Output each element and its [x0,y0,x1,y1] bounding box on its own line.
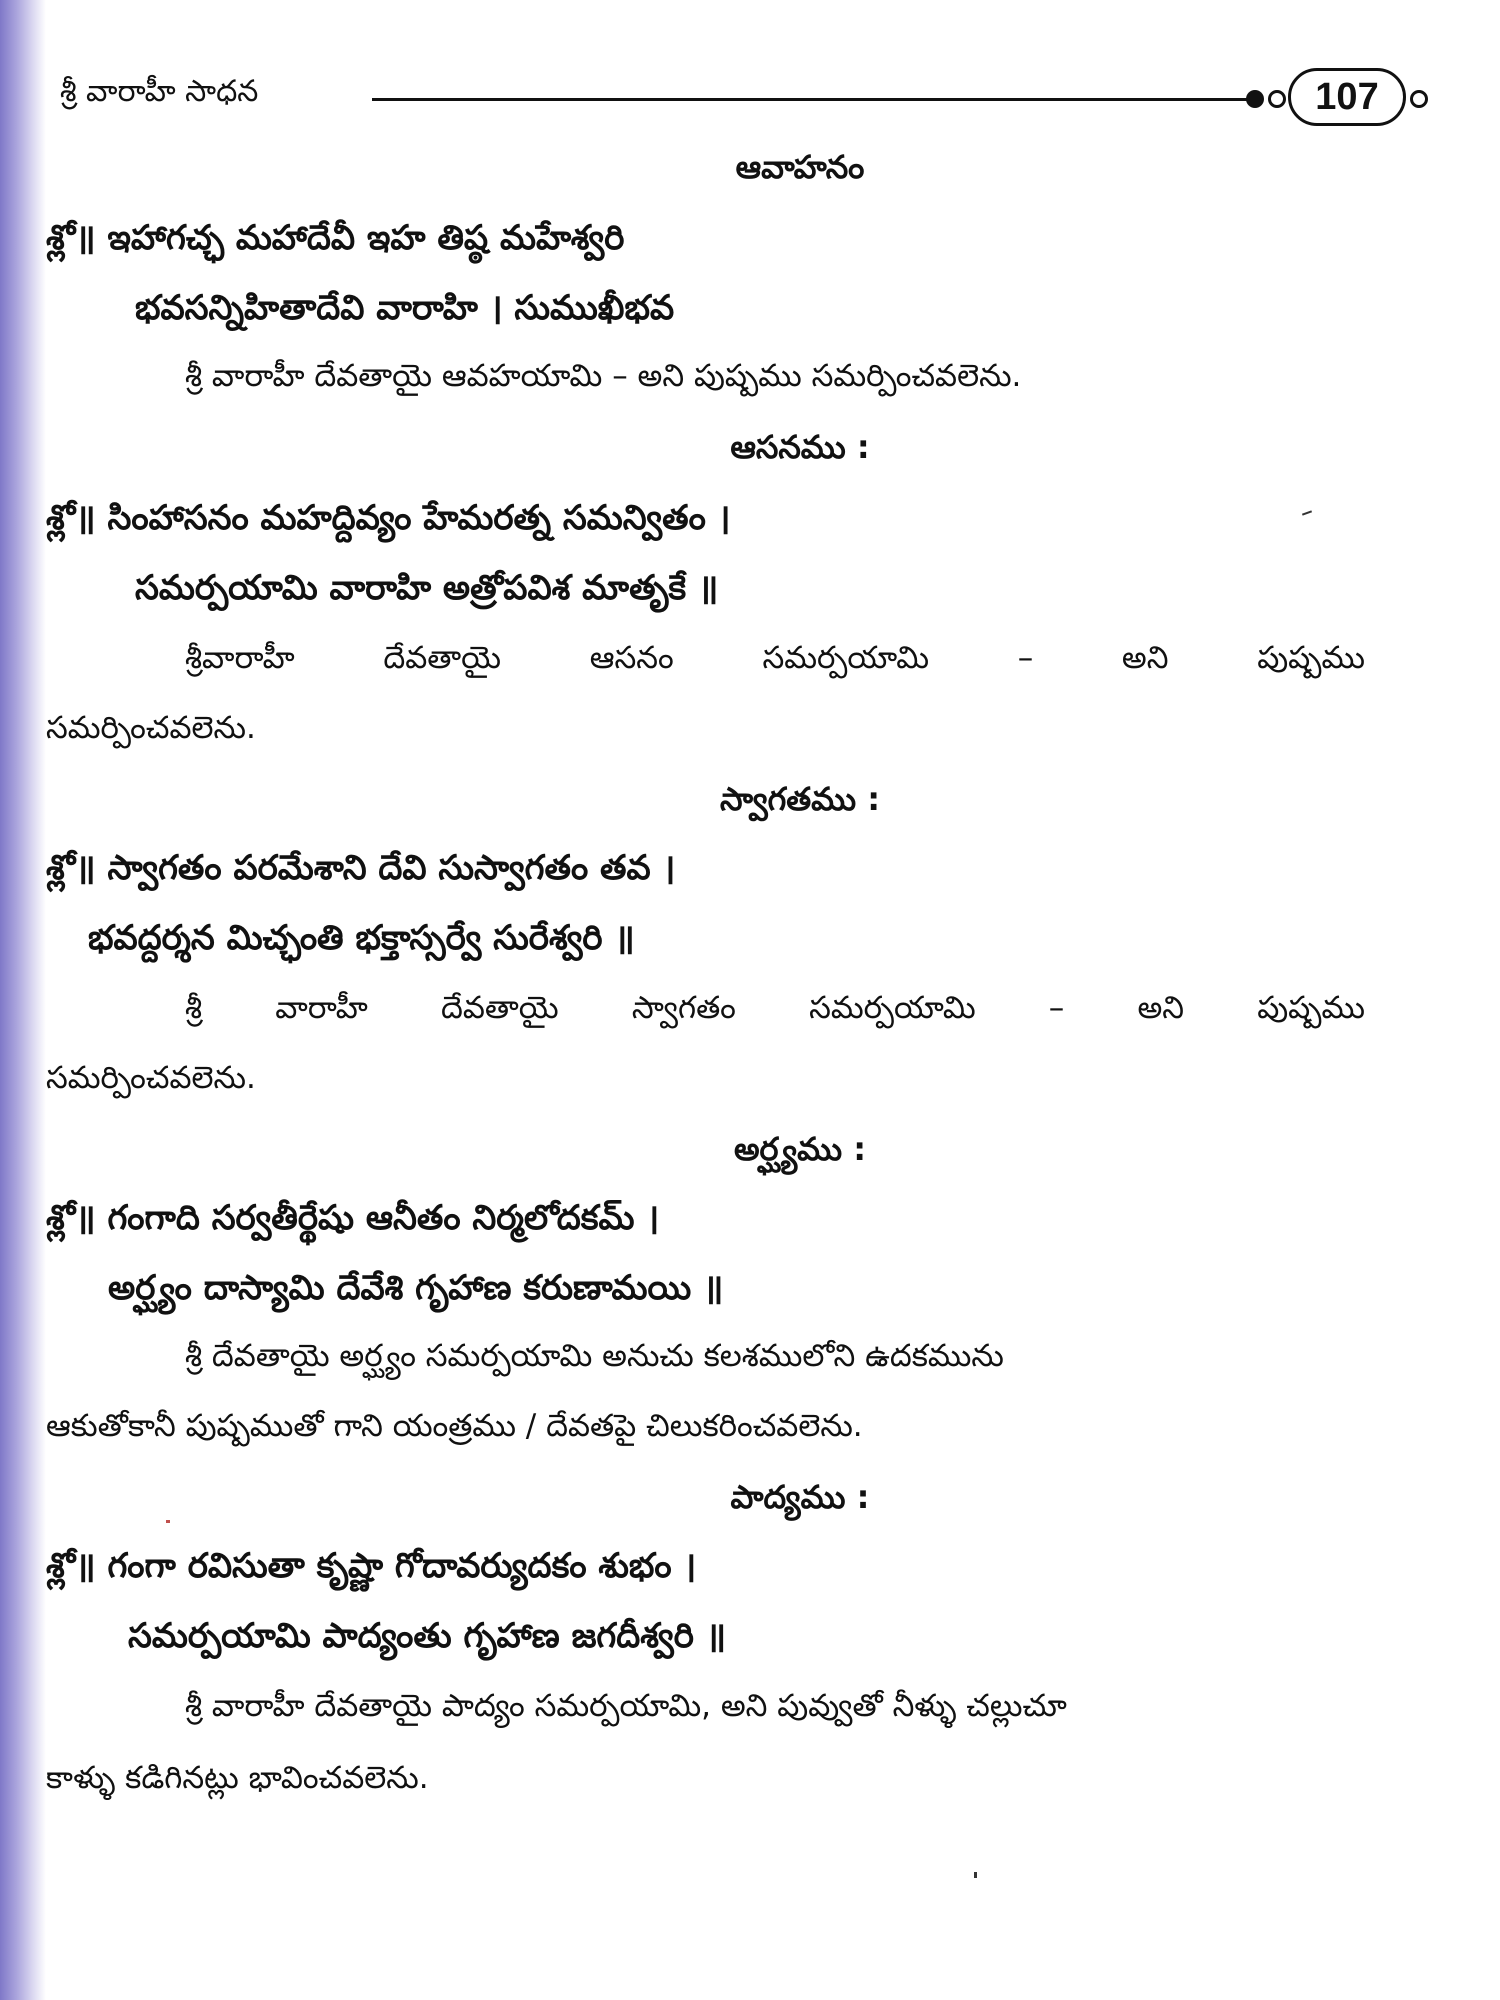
instruction-line: ఆకుతోకానీ పుష్పముతో గాని యంత్రము / దేవతపై చిలుకరించవలెను. [46,1408,863,1444]
verse-line: సమర్పయామి వారాహి అత్రోపవిశ మాతృకే ॥ [135,568,719,608]
instruction-line: సమర్పించవలెను. [46,1060,256,1096]
verse-line: శ్లో॥ గంగాది సర్వతీర్థేషు ఆనీతం నిర్మలోదకమ్ । [46,1198,660,1238]
instruction-line: శ్రీవారాహీ దేవతాయై ఆసనం సమర్పయామి – అని పుష్పము [185,640,1365,676]
instruction-line: శ్రీ వారాహీ దేవతాయై ఆవహయామి – అని పుష్పము సమర్పించవలెను. [185,358,1022,394]
verse-line: భవసన్నిహితాదేవి వారాహి । సుముఖీభవ [135,288,675,328]
page-number: 107 [1288,68,1406,126]
verse-line: సమర్పయామి పాద్యంతు గృహాణ జగదీశ్వరి ॥ [128,1616,727,1656]
instruction-line: కాళ్ళు కడిగినట్లు భావించవలెను. [46,1760,429,1796]
section-heading-avahanam: ఆవాహనం [735,148,865,186]
header-rule [372,98,1252,101]
print-speck [166,1520,170,1523]
section-heading-asanam: ఆసనము : [730,428,870,466]
running-title: శ్రీ వారాహీ సాధన [60,74,259,109]
instruction-line: శ్రీ వారాహీ దేవతాయై స్వాగతం సమర్పయామి – అని పుష్పము [185,990,1365,1026]
verse-line: శ్లో॥ ఇహాగచ్ఛ మహాదేవీ ఇహ తిష్ఠ మహేశ్వరి [46,218,625,258]
verse-line: శ్లో॥ స్వాగతం పరమేశాని దేవి సుస్వాగతం తవ । [46,848,676,888]
section-heading-arghyam: అర్ఘ్యము : [733,1130,867,1168]
verse-line: భవద్దర్శన మిచ్ఛంతి భక్తాస్సర్వే సురేశ్వరి ॥ [88,918,635,958]
header-dot [1246,90,1264,108]
instruction-line: శ్రీ వారాహీ దేవతాయై పాద్యం సమర్పయామి, అని పువ్వుతో నీళ్ళు చల్లుచూ [185,1688,1067,1724]
print-speck [1302,510,1312,515]
verse-line: అర్ఘ్యం దాస్యామి దేవేశి గృహాణ కరుణామయి ॥ [108,1268,724,1308]
instruction-line: శ్రీ దేవతాయై అర్ఘ్యం సమర్పయామి అనుచు కలశములోని ఉదకమును [185,1338,1004,1374]
section-heading-padyam: పాద్యము : [730,1478,870,1516]
print-speck [974,1872,977,1878]
page-header [60,68,1380,128]
section-heading-swagatam: స్వాగతము : [719,780,881,818]
verse-line: శ్లో॥ సింహాసనం మహద్దివ్యం హేమరత్న సమన్వితం । [46,498,731,538]
verse-line: శ్లో॥ గంగా రవిసుతా కృష్ణా గోదావర్యుదకం శుభం । [46,1546,697,1586]
header-ring-dot [1410,90,1428,108]
header-ring-dot [1268,90,1286,108]
instruction-line: సమర్పించవలెను. [46,710,256,746]
